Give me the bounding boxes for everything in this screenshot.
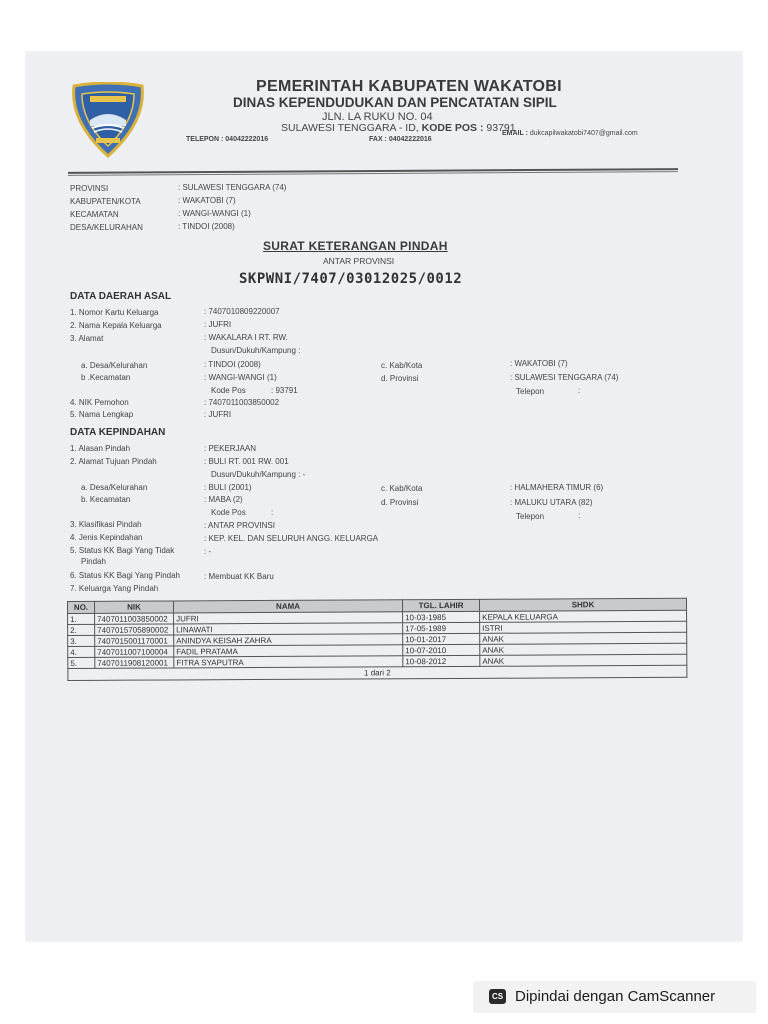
field-value: : TINDOI (2008): [204, 360, 261, 369]
document-title: SURAT KETERANGAN PINDAH: [263, 239, 448, 253]
table-footer-row: [68, 665, 687, 680]
field-label: 5. Status KK Bagi Yang Tidak: [70, 546, 175, 555]
field-label: Telepon: [516, 387, 545, 396]
field-value: : -: [204, 547, 212, 556]
camscanner-logo-icon: CS: [489, 989, 506, 1004]
column-header: SHDK: [479, 598, 686, 611]
table-cell: 10-08-2012: [403, 655, 480, 666]
column-header: NO.: [68, 601, 95, 613]
table-cell: ANAK: [480, 643, 687, 655]
field-label: a. Desa/Kelurahan: [81, 361, 148, 370]
scanned-document: [26, 52, 742, 941]
column-header: TGL. LAHIR: [402, 599, 479, 611]
table-cell: 10-07-2010: [403, 644, 480, 655]
field-label: Telepon: [516, 512, 545, 521]
location-label: KABUPATEN/KOTA: [70, 197, 141, 206]
field-value: : 7407011003850002: [204, 398, 280, 407]
table-cell: 2.: [68, 624, 95, 635]
field-value: : WAKALARA I RT. RW.: [204, 333, 288, 342]
field-label: 3. Klasifikasi Pindah: [70, 520, 142, 529]
field-label: 2. Alamat Tujuan Pindah: [70, 457, 157, 466]
location-value: : SULAWESI TENGGARA (74): [178, 183, 287, 192]
gov-name: PEMERINTAH KABUPATEN WAKATOBI: [256, 78, 562, 95]
field-label: d. Provinsi: [381, 498, 419, 507]
field-value: : BULI (2001): [204, 483, 252, 492]
field-value: : 7407010809220007: [204, 307, 280, 316]
table-cell: 1.: [68, 613, 95, 624]
column-header: NIK: [95, 601, 174, 613]
column-header: NAMA: [174, 600, 403, 613]
location-label: DESA/KELURAHAN: [70, 223, 143, 232]
location-value: : WANGI-WANGI (1): [178, 209, 251, 218]
wakatobi-emblem-icon: [68, 82, 148, 158]
field-value: : 93791: [271, 386, 298, 395]
table-cell: KEPALA KELUARGA: [480, 610, 687, 622]
field-value: : Membuat KK Baru: [204, 572, 274, 581]
page-indicator: 1 dari 2: [68, 665, 687, 680]
field-label: Kode Pos: [211, 386, 246, 395]
table-cell: 7407015001170001: [95, 635, 174, 646]
section-heading-asal: DATA DAERAH ASAL: [70, 291, 172, 302]
field-value: : JUFRI: [204, 410, 232, 419]
field-label: 2. Nama Kepala Keluarga: [70, 321, 162, 330]
table-cell: 10-01-2017: [403, 633, 480, 644]
table-cell: FADIL PRATAMA: [174, 645, 403, 657]
office-address: JLN. LA RUKU NO. 04: [322, 111, 433, 123]
table-cell: ANAK: [480, 632, 687, 644]
field-label: 5. Nama Lengkap: [70, 410, 134, 419]
field-value: : BULI RT. 001 RW. 001: [204, 457, 289, 466]
field-label: a. Desa/Kelurahan: [81, 483, 148, 492]
document-subtitle: ANTAR PROVINSI: [323, 256, 395, 266]
field-value: : SULAWESI TENGGARA (74): [510, 373, 619, 382]
field-value: :: [578, 386, 581, 395]
table-cell: 17-05-1989: [403, 622, 480, 633]
field-value: Dusun/Dukuh/Kampung : -: [211, 470, 306, 479]
field-label: d. Provinsi: [381, 374, 419, 383]
table-cell: 7407011003850002: [95, 613, 174, 624]
field-value: Dusun/Dukuh/Kampung :: [211, 346, 301, 355]
table-cell: ISTRI: [480, 621, 687, 633]
location-label: KECAMATAN: [70, 210, 119, 219]
field-label: Pindah: [81, 557, 106, 566]
field-label: 6. Status KK Bagi Yang Pindah: [70, 571, 181, 580]
field-label: c. Kab/Kota: [381, 484, 423, 493]
table-cell: 10-03-1985: [403, 611, 480, 622]
camscanner-watermark: [473, 981, 756, 1013]
section-heading-kepindahan: DATA KEPINDAHAN: [70, 427, 166, 438]
field-value: : JUFRI: [204, 320, 232, 329]
table-cell: LINAWATI: [174, 623, 403, 635]
field-label: 3. Alamat: [70, 334, 104, 343]
field-value: : MABA (2): [204, 495, 243, 504]
document-number: SKPWNI/7407/03012025/0012: [239, 271, 463, 287]
field-value: : KEP. KEL. DAN SELURUH ANGG. KELUARGA: [204, 534, 379, 543]
office-region: SULAWESI TENGGARA - ID, KODE POS : 93791: [281, 122, 516, 134]
field-value: :: [578, 511, 581, 520]
table-cell: 7407011908120001: [95, 657, 174, 668]
field-value: :: [271, 508, 274, 517]
field-value: : PEKERJAAN: [204, 444, 257, 453]
office-telephone: TELEPON : 04042222016: [186, 136, 269, 143]
table-cell: FITRA SYAPUTRA: [174, 656, 403, 668]
table-cell: 7407015705890002: [95, 624, 174, 635]
table-cell: 3.: [68, 635, 95, 646]
table-cell: ANAK: [480, 654, 687, 666]
field-label: 1. Nomor Kartu Keluarga: [70, 308, 159, 317]
field-label: c. Kab/Kota: [381, 361, 423, 370]
field-label: Kode Pos: [211, 508, 246, 517]
field-label: 4. Jenis Kepindahan: [70, 533, 143, 542]
field-label: 1. Alasan Pindah: [70, 444, 131, 453]
field-label: 4. NIK Pemohon: [70, 398, 129, 407]
location-value: : WAKATOBI (7): [178, 196, 236, 205]
field-label: b .Kecamatan: [81, 373, 131, 382]
field-value: : ANTAR PROVINSI: [204, 521, 275, 530]
field-value: : HALMAHERA TIMUR (6): [510, 483, 604, 492]
table-cell: ANINDYA KEISAH ZAHRA: [174, 634, 403, 646]
table-cell: 5.: [68, 657, 95, 668]
field-label: 7. Keluarga Yang Pindah: [70, 584, 159, 593]
field-value: : WANGI-WANGI (1): [204, 373, 277, 382]
office-email: EMAIL : dukcapilwakatobi7407@gmail.com: [502, 130, 638, 137]
field-value: : WAKATOBI (7): [510, 359, 568, 368]
camscanner-label: Dipindai dengan CamScanner: [515, 988, 716, 1005]
office-fax: FAX : 04042222016: [369, 136, 432, 143]
table-cell: JUFRI: [174, 612, 403, 624]
office-name: DINAS KEPENDUDUKAN DAN PENCATATAN SIPIL: [233, 95, 557, 110]
table-cell: 4.: [68, 646, 95, 657]
location-value: : TINDOI (2008): [178, 222, 235, 231]
field-value: : MALUKU UTARA (82): [510, 498, 593, 507]
table-cell: 7407011007100004: [95, 646, 174, 657]
location-label: PROVINSI: [70, 184, 109, 193]
family-table: [67, 598, 687, 681]
field-label: b. Kecamatan: [81, 495, 131, 504]
